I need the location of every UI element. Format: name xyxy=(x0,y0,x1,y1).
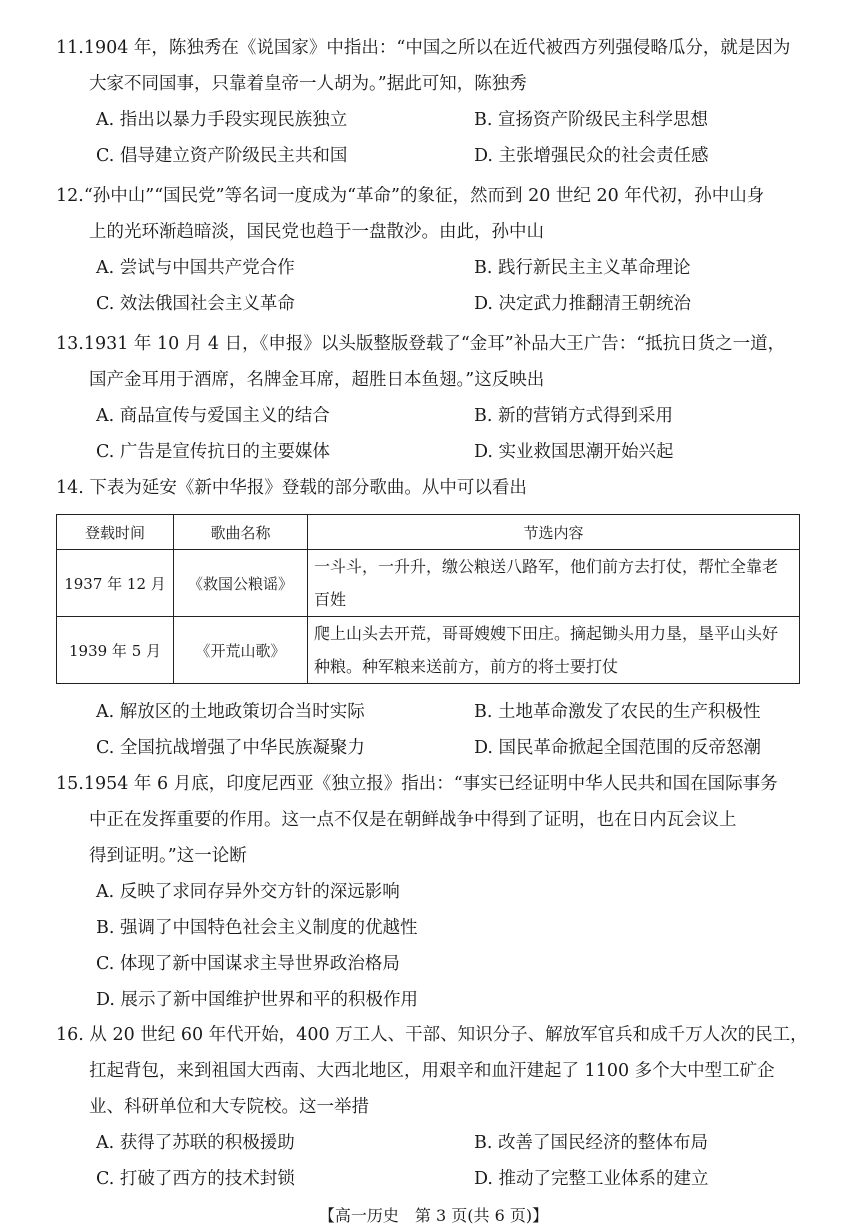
songs-table-row xyxy=(57,617,800,684)
question-16-stem-line-2: 扛起背包，来到祖国大西南、大西北地区，用艰辛和血汗建起了 1100 多个大中型工矿企 xyxy=(89,1061,775,1081)
question-11-option-b: B. 宣扬资产阶级民主科学思想 xyxy=(474,110,708,130)
question-14-option-c: C. 全国抗战增强了中华民族凝聚力 xyxy=(96,738,365,758)
page-footer: 【高一历史 第 3 页(共 6 页)】 xyxy=(318,1206,549,1225)
question-11-options-row-1 xyxy=(56,102,808,138)
question-12-options-row-1 xyxy=(56,250,808,286)
question-13-option-d: D. 实业救国思潮开始兴起 xyxy=(474,442,674,462)
question-15-option-row-a xyxy=(56,874,808,910)
question-15 xyxy=(56,766,808,1018)
question-11-option-a: A. 指出以暴力手段实现民族独立 xyxy=(96,110,348,130)
question-15-stem-line-2: 中正在发挥重要的作用。这一点不仅是在朝鲜战争中得到了证明，也在日内瓦会议上 xyxy=(89,810,737,830)
question-12-option-b: B. 践行新民主主义革命理论 xyxy=(474,258,691,278)
songs-table-header-name: 歌曲名称 xyxy=(174,515,308,550)
songs-table-cell-time: 1937 年 12 月 xyxy=(57,550,174,617)
question-15-option-d: D. 展示了新中国维护世界和平的积极作用 xyxy=(96,990,419,1010)
question-15-option-row-b xyxy=(56,910,808,946)
songs-table-row xyxy=(57,550,800,617)
question-12-option-c: C. 效法俄国社会主义革命 xyxy=(96,294,295,314)
question-13-stem-line-2: 国产金耳用于酒席，名牌金耳席，超胜日本鱼翅。”这反映出 xyxy=(89,370,545,390)
question-13-options-row-2 xyxy=(56,434,808,470)
question-15-stem-line-3: 得到证明。”这一论断 xyxy=(89,846,247,866)
songs-table-cell-content: 一斗斗，一升升，缴公粮送八路军，他们前方去打仗，帮忙全靠老百姓 xyxy=(308,550,800,617)
songs-table-header-row xyxy=(57,515,800,550)
question-15-option-row-c xyxy=(56,946,808,982)
question-14 xyxy=(56,470,808,506)
question-13 xyxy=(56,326,808,470)
question-12-stem-line-1: 12.“孙中山”“国民党”等名词一度成为“革命”的象征，然而到 20 世纪 20 年代初，孙中山身 xyxy=(56,186,765,206)
songs-table-cell-time: 1939 年 5 月 xyxy=(57,617,174,684)
question-16 xyxy=(56,1017,808,1197)
songs-table-header-content: 节选内容 xyxy=(308,515,800,550)
question-13-option-c: C. 广告是宣传抗日的主要媒体 xyxy=(96,442,330,462)
question-14-options xyxy=(56,694,808,766)
songs-table-header-time: 登载时间 xyxy=(57,515,174,550)
question-16-options-row-1 xyxy=(56,1125,808,1161)
question-11-option-c: C. 倡导建立资产阶级民主共和国 xyxy=(96,146,348,166)
question-11-options-row-2 xyxy=(56,138,808,174)
question-12-options-row-2 xyxy=(56,286,808,322)
question-16-stem-line-1: 16. 从 20 世纪 60 年代开始，400 万工人、干部、知识分子、解放军官兵和成千万人次的民工， xyxy=(56,1025,808,1045)
question-12 xyxy=(56,178,808,322)
question-16-stem-line-3: 业、科研单位和大专院校。这一举措 xyxy=(89,1097,369,1117)
question-13-option-b: B. 新的营销方式得到采用 xyxy=(474,406,673,426)
question-15-option-c: C. 体现了新中国谋求主导世界政治格局 xyxy=(96,954,400,974)
question-11-stem-line-2: 大家不同国事，只靠着皇帝一人胡为。”据此可知，陈独秀 xyxy=(89,74,527,94)
question-11-stem-line-1: 11.1904 年，陈独秀在《说国家》中指出：“中国之所以在近代被西方列强侵略瓜分，就是因为 xyxy=(56,38,791,58)
songs-table-cell-name: 《开荒山歌》 xyxy=(174,617,308,684)
songs-table xyxy=(56,514,800,684)
question-15-option-b: B. 强调了中国特色社会主义制度的优越性 xyxy=(96,918,418,938)
question-14-stem-line-1: 14. 下表为延安《新中华报》登载的部分歌曲。从中可以看出 xyxy=(56,478,527,498)
question-12-stem-line-2: 上的光环渐趋暗淡，国民党也趋于一盘散沙。由此，孙中山 xyxy=(89,222,544,242)
question-11 xyxy=(56,30,808,174)
question-13-option-a: A. 商品宣传与爱国主义的结合 xyxy=(96,406,330,426)
question-15-option-a: A. 反映了求同存异外交方针的深远影响 xyxy=(96,882,400,902)
question-16-option-d: D. 推动了完整工业体系的建立 xyxy=(474,1169,709,1189)
songs-table-cell-name: 《救国公粮谣》 xyxy=(174,550,308,617)
question-15-stem-line-1: 15.1954 年 6 月底，印度尼西亚《独立报》指出：“事实已经证明中华人民共和国在国际事务 xyxy=(56,774,778,794)
question-14-option-d: D. 国民革命掀起全国范围的反帝怒潮 xyxy=(474,738,762,758)
question-13-options-row-1 xyxy=(56,398,808,434)
question-14-options-row-1 xyxy=(56,694,808,730)
question-16-option-b: B. 改善了国民经济的整体布局 xyxy=(474,1133,708,1153)
question-16-options-row-2 xyxy=(56,1161,808,1197)
question-14-option-a: A. 解放区的土地政策切合当时实际 xyxy=(96,702,365,722)
question-11-option-d: D. 主张增强民众的社会责任感 xyxy=(474,146,709,166)
question-13-stem-line-1: 13.1931 年 10 月 4 日，《申报》以头版整版登载了“金耳”补品大王广告：“抵抗日货之一道， xyxy=(56,334,786,354)
songs-table-cell-content: 爬上山头去开荒，哥哥嫂嫂下田庄。摘起锄头用力垦，垦平山头好种粮。种军粮来送前方，前方的将士要打仗 xyxy=(308,617,800,684)
question-14-option-b: B. 土地革命激发了农民的生产积极性 xyxy=(474,702,761,722)
question-14-options-row-2 xyxy=(56,730,808,766)
question-16-option-c: C. 打破了西方的技术封锁 xyxy=(96,1169,295,1189)
question-12-option-a: A. 尝试与中国共产党合作 xyxy=(96,258,295,278)
question-15-option-row-d xyxy=(56,982,808,1018)
question-12-option-d: D. 决定武力推翻清王朝统治 xyxy=(474,294,692,314)
question-16-option-a: A. 获得了苏联的积极援助 xyxy=(96,1133,295,1153)
